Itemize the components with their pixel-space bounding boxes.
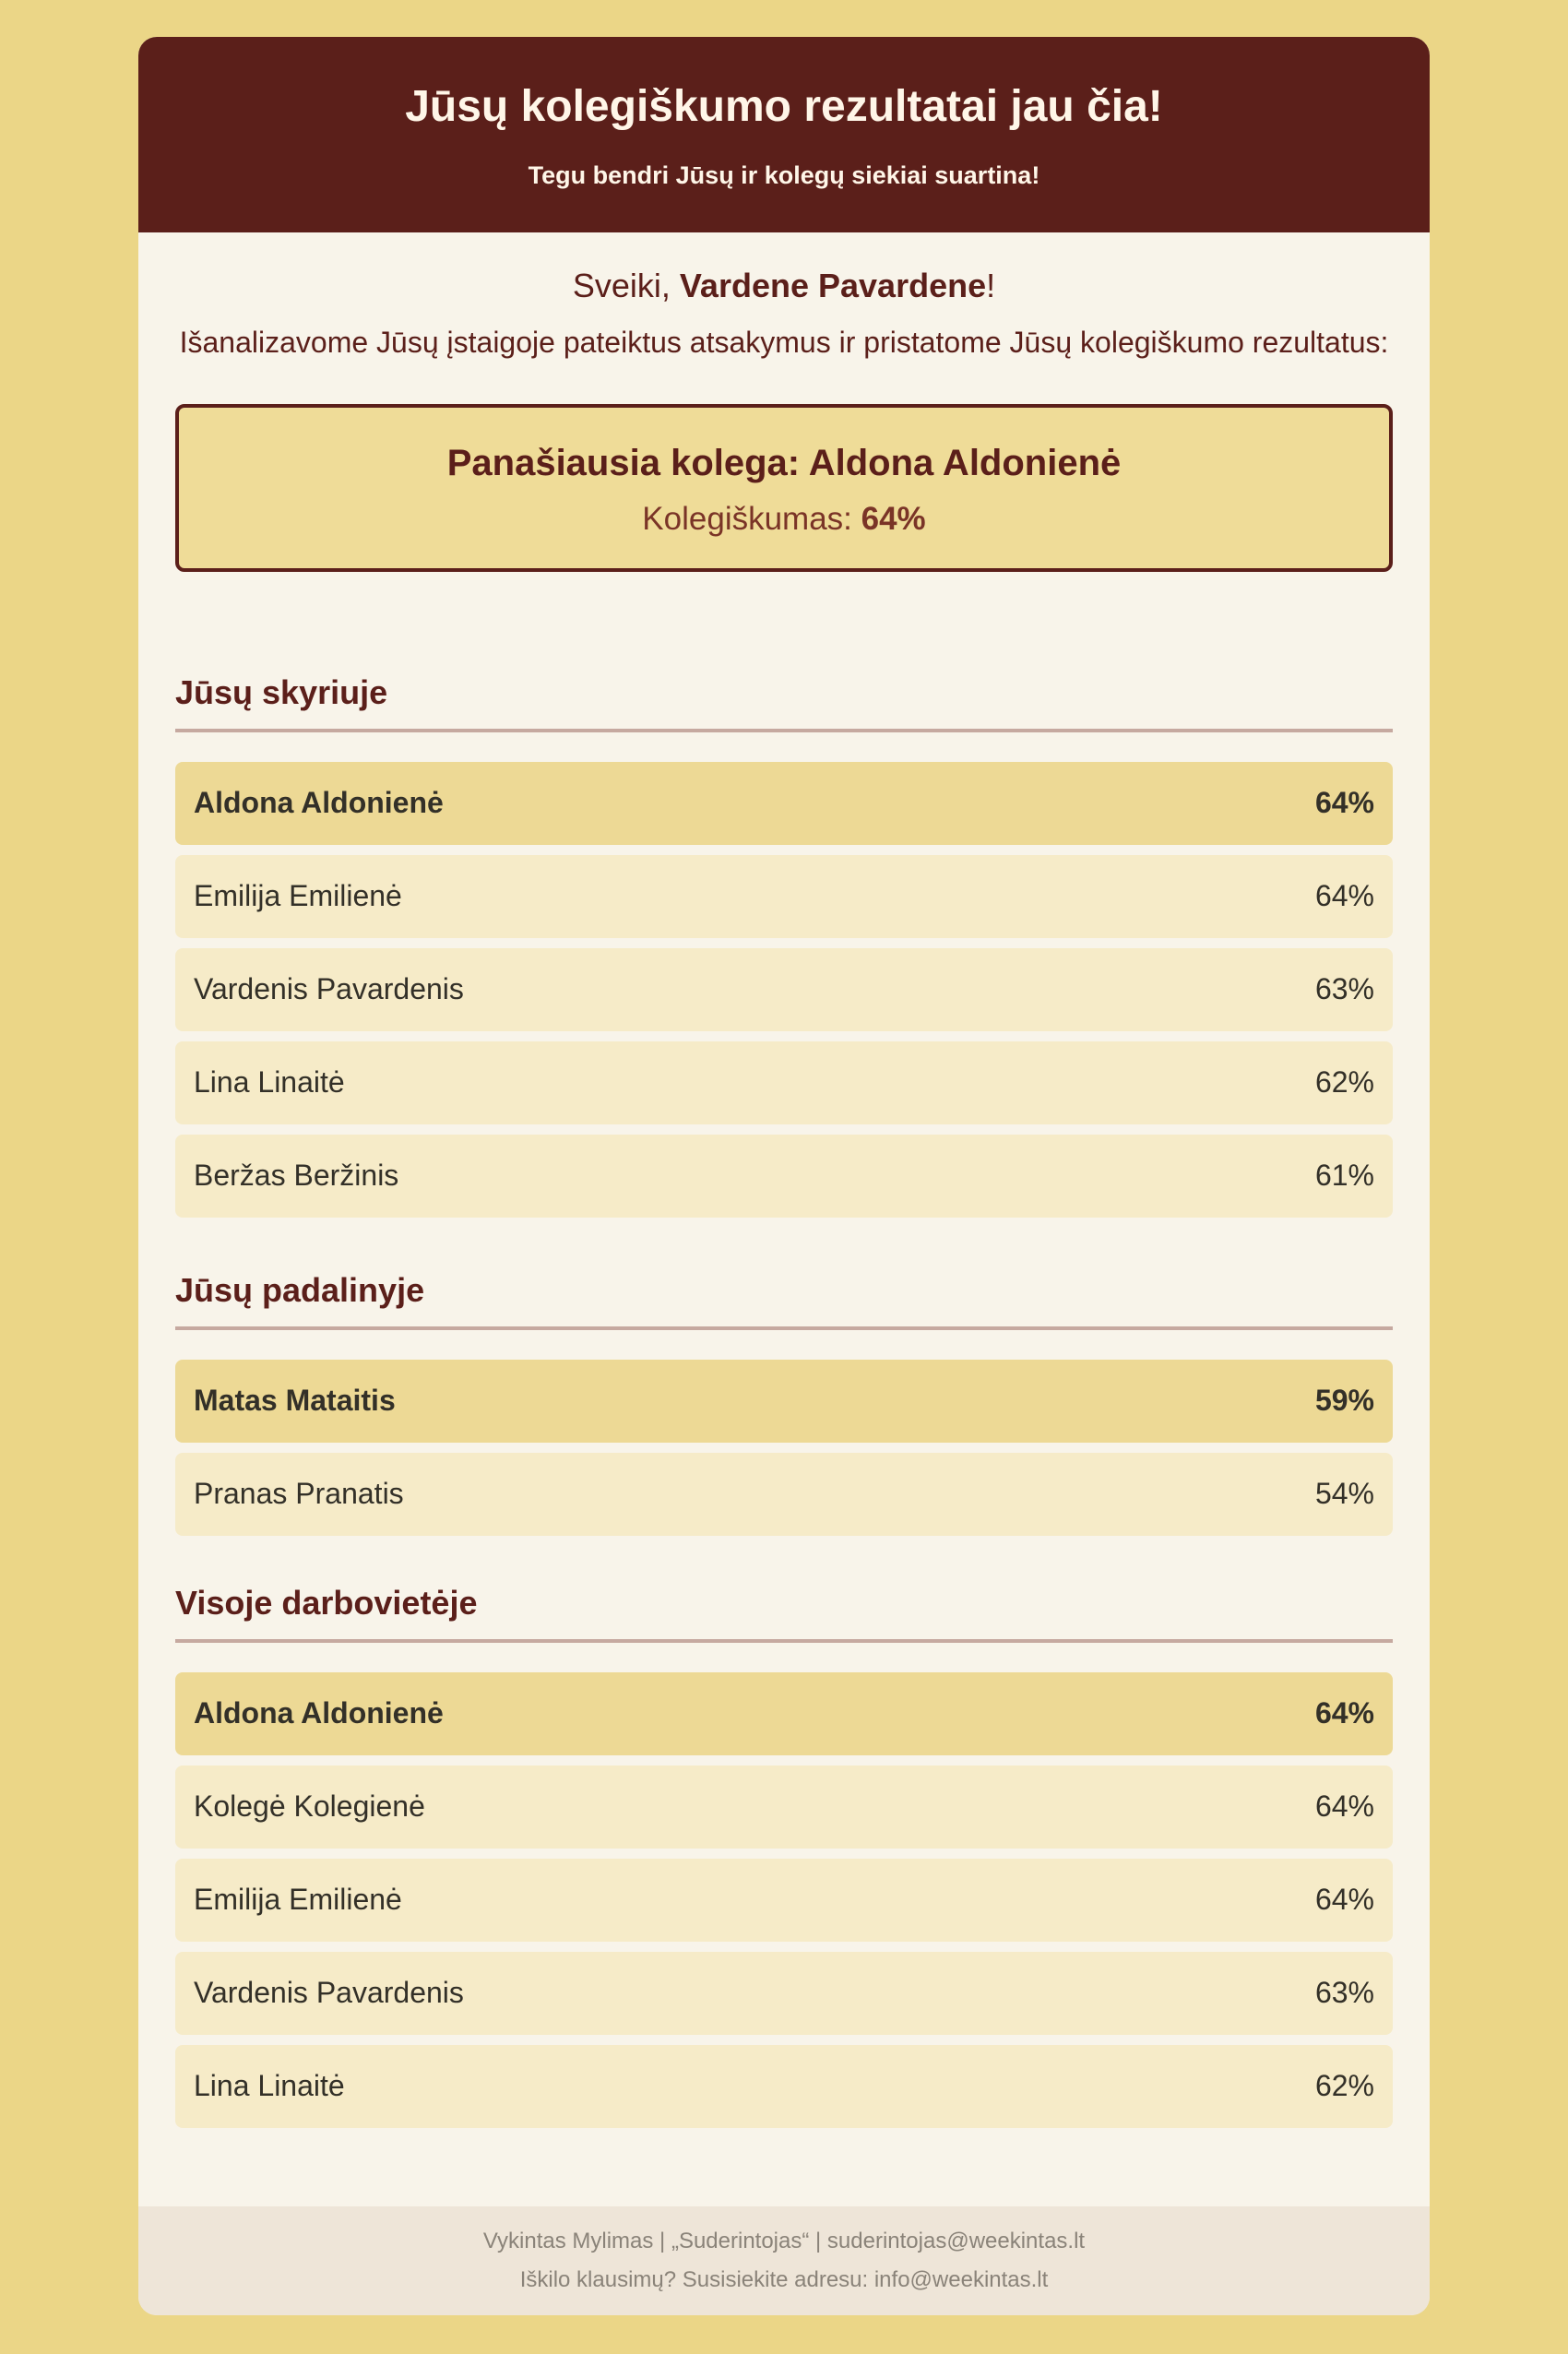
colleague-score: 61% [1314,1159,1374,1193]
colleague-name: Aldona Aldonienė [194,786,444,820]
colleague-row [175,2045,1393,2128]
colleague-score: 62% [1314,2069,1374,2103]
colleague-name: Pranas Pranatis [194,1477,404,1511]
colleague-score: 64% [1314,1789,1374,1824]
colleague-row [175,1766,1393,1849]
best-match-score [179,501,1389,538]
score-label: Kolegiškumas: [642,500,861,537]
results-section [175,1271,1393,1536]
colleague-row [175,1952,1393,2035]
colleague-score: 63% [1314,1976,1374,2010]
section-title: Visoje darbovietėje [175,1584,1393,1643]
colleague-row [175,1360,1393,1443]
colleague-name: Kolegė Kolegienė [194,1789,425,1824]
colleague-row [175,1453,1393,1536]
footer-line-contact: Iškilo klausimų? Susisiekite adresu: info@weekintas.lt [519,2267,1049,2292]
header-banner [138,37,1430,232]
colleague-row [175,1859,1393,1942]
colleague-row [175,762,1393,845]
greeting-name: Vardene Pavardene [679,267,987,304]
colleague-score: 62% [1314,1065,1374,1100]
page-title: Jūsų kolegiškumo rezultatai jau čia! [405,82,1163,131]
colleague-score: 59% [1314,1384,1374,1418]
colleague-score: 64% [1314,879,1374,913]
colleague-score: 54% [1314,1477,1374,1511]
colleague-name: Emilija Emilienė [194,879,402,913]
colleague-row [175,1135,1393,1218]
colleague-score: 64% [1314,1696,1374,1730]
colleague-name: Beržas Beržinis [194,1159,399,1193]
best-match-title: Panašiausia kolega: Aldona Aldonienė [446,442,1122,483]
colleague-score: 64% [1314,1883,1374,1917]
score-value: 64% [861,500,926,537]
greeting [175,266,1393,305]
colleague-name: Lina Linaitė [194,1065,345,1100]
colleague-score: 64% [1314,786,1374,820]
section-title: Jūsų padalinyje [175,1271,1393,1330]
results-section [175,1584,1393,2128]
footer-line-author: Vykintas Mylimas | „Suderintojas“ | suderintojas@weekintas.lt [482,2229,1086,2253]
colleague-row [175,948,1393,1031]
colleague-row [175,1041,1393,1124]
colleague-name: Vardenis Pavardenis [194,972,464,1006]
colleague-row [175,855,1393,938]
results-sections [175,673,1393,2128]
section-title: Jūsų skyriuje [175,673,1393,732]
colleague-name: Emilija Emilienė [194,1883,402,1917]
main-content [138,266,1430,2128]
colleague-row [175,1672,1393,1755]
results-section [175,673,1393,1218]
colleague-score: 63% [1314,972,1374,1006]
colleague-name: Lina Linaitė [194,2069,345,2103]
greeting-prefix: Sveiki, [572,267,680,304]
page-subtitle: Tegu bendri Jūsų ir kolegų siekiai suartina! [528,160,1040,189]
colleague-name: Matas Mataitis [194,1384,396,1418]
footer [138,2206,1430,2315]
colleague-name: Vardenis Pavardenis [194,1976,464,2010]
best-match-box [175,404,1393,572]
colleague-name: Aldona Aldonienė [194,1696,444,1730]
results-card [138,37,1430,2315]
greeting-suffix: ! [986,267,996,304]
intro-text: Išanalizavome Jūsų įstaigoje pateiktus atsakymus ir pristatome Jūsų kolegiškumo rezultatus: [179,326,1389,360]
